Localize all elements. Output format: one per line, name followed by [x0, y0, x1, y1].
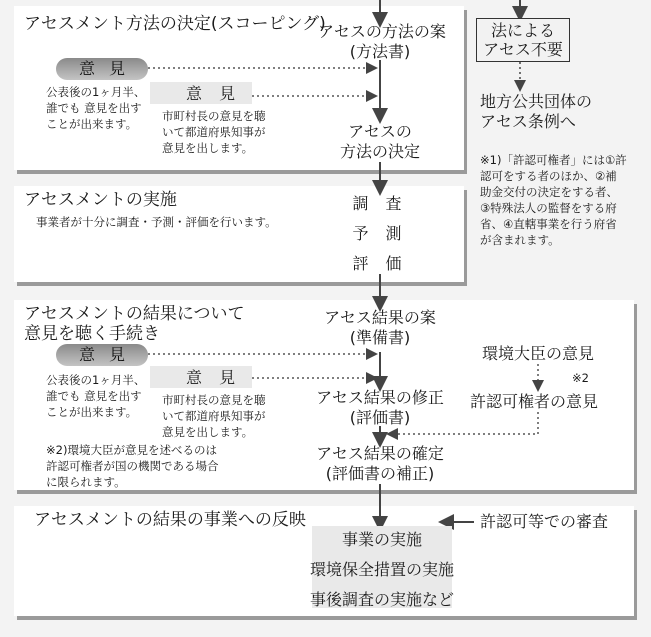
- footnote-2-line: に限られます。: [46, 475, 126, 490]
- mayor-note-line: いて都道府県知事が: [162, 125, 266, 140]
- step-predict: 予 測: [352, 224, 408, 243]
- authority-opinion: 許認可権者の意見: [470, 392, 599, 411]
- footnote-1: [480, 152, 627, 249]
- footnote-1-line: 助金交付の決定をする者、: [480, 185, 618, 200]
- no-assessment-line2: アセス不要: [483, 40, 563, 60]
- mayor-note-line: 市町村長の意見を聴: [162, 109, 266, 123]
- results-heading-line2: 意見を聴く手続き: [24, 324, 160, 344]
- public-note-line: ことが出来ます。: [46, 117, 138, 132]
- footnote-1-line: 省、④直轄事業を行う府省: [480, 217, 617, 232]
- method-plan-line2: (方法書): [349, 42, 411, 61]
- reflection-heading: アセスメントの結果の事業への反映: [34, 510, 306, 530]
- footnote-1-line: 認可をする者のほか、②補: [480, 169, 617, 184]
- public-note-line: 公表後の1ヶ月半、: [46, 373, 146, 387]
- reflection-item-project: 事業の実施: [341, 530, 422, 549]
- mayor-note: [162, 108, 266, 156]
- mayor-note-results: [162, 392, 266, 440]
- step-survey: 調 査: [352, 194, 408, 213]
- revision-line1: アセス結果の修正: [316, 388, 444, 407]
- mayor-note-line: 意見を出します。: [162, 141, 254, 156]
- public-opinion-pill-results: 意見: [56, 344, 148, 366]
- footnote-2-line: ※2)環境大臣が意見を述べるのは: [46, 443, 217, 457]
- reflection-item-mitigation: 環境保全措置の実施: [309, 560, 454, 579]
- method-decision-line2: 方法の決定: [339, 142, 420, 161]
- scoping-heading: アセスメント方法の決定(スコーピング): [24, 14, 326, 34]
- minister-opinion: 環境大臣の意見: [482, 344, 595, 363]
- footnote-1-line: ※1)「許認可権者」には①許: [480, 153, 627, 167]
- step-evaluate: 評 価: [352, 254, 408, 273]
- footnote-2-line: 許認可権者が国の機関である場合: [46, 459, 219, 474]
- draft-results-line2: (準備書): [349, 328, 411, 347]
- note-mark-2: ※2: [572, 371, 589, 385]
- draft-results-line1: アセス結果の案: [324, 308, 436, 327]
- method-decision-line1: アセスの: [348, 122, 412, 141]
- permit-review: 許認可等での審査: [480, 512, 609, 531]
- revision-line2: (評価書): [349, 408, 411, 427]
- final-results-line2: (評価書の補正): [325, 464, 435, 483]
- mayor-opinion-label: 意 見: [186, 84, 242, 103]
- public-note: [46, 84, 145, 132]
- mayor-opinion-label-results: 意 見: [186, 368, 242, 387]
- footnote-1-line: ③特殊法人の監督をする府: [480, 201, 617, 216]
- no-assessment-line1: 法による: [490, 21, 555, 40]
- no-assessment-box: [476, 18, 570, 62]
- mayor-note-line: 意見を出します。: [162, 425, 254, 440]
- results-heading-line1: アセスメントの結果について: [24, 304, 245, 324]
- public-note-results: [46, 372, 145, 420]
- public-note-line: ことが出来ます。: [46, 405, 138, 420]
- public-opinion-pill: 意見: [56, 58, 148, 80]
- public-note-line: 誰でも 意見を出す: [46, 101, 142, 116]
- public-note-line: 誰でも 意見を出す: [46, 389, 142, 404]
- reflection-item-followup: 事後調査の実施など: [309, 590, 454, 609]
- implementation-heading: アセスメントの実施: [24, 190, 177, 210]
- local-ordinance-line1: 地方公共団体の: [480, 92, 593, 111]
- footnote-1-line: が含まれます。: [480, 233, 560, 248]
- final-results-line1: アセス結果の確定: [316, 444, 444, 463]
- footnote-2: [46, 442, 219, 490]
- method-plan-line1: アセスの方法の案: [318, 22, 446, 41]
- local-ordinance-line2: アセス条例へ: [480, 112, 576, 131]
- mayor-note-line: いて都道府県知事が: [162, 409, 266, 424]
- implementation-note: 事業者が十分に調査・予測・評価を行います。: [36, 215, 277, 229]
- public-note-line: 公表後の1ヶ月半、: [46, 85, 146, 99]
- mayor-note-line: 市町村長の意見を聴: [162, 393, 266, 407]
